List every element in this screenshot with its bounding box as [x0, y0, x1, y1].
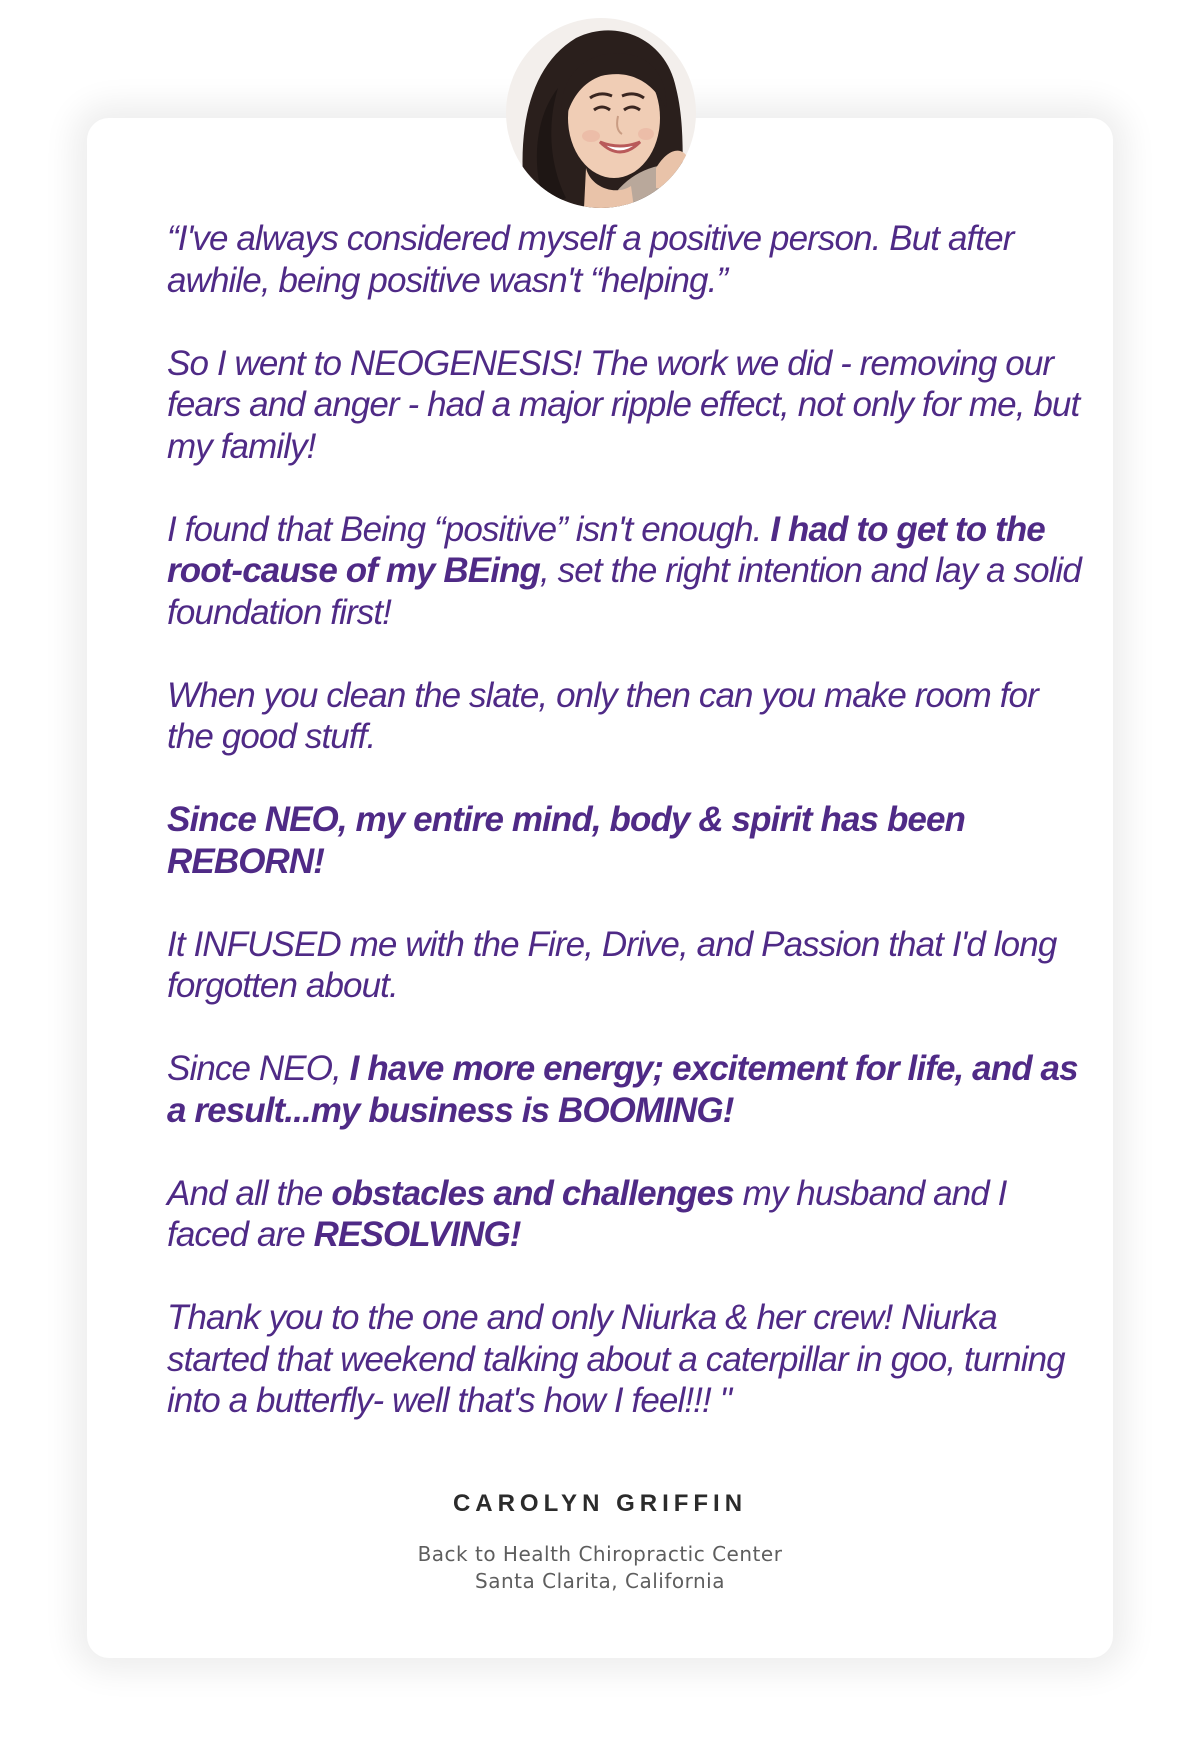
quote-emphasis: RESOLVING! [313, 1215, 521, 1254]
quote-text: And all the [167, 1173, 332, 1213]
quote-emphasis: obstacles and challenges [331, 1173, 734, 1213]
quote-paragraph [167, 509, 1087, 634]
quote-emphasis: I have more energy; excitement for life, and as a result...my business is BOOMING! [167, 1049, 1078, 1130]
testimonial-quote [167, 218, 1087, 1422]
quote-text: my husband and I faced are [167, 1173, 1007, 1254]
quote-paragraph [167, 218, 1087, 301]
author-organization: Back to Health Chiropractic Center [417, 1542, 783, 1566]
quote-text: Since NEO, [167, 1049, 350, 1088]
quote-paragraph [167, 924, 1087, 1007]
author-location: Santa Clarita, California [475, 1569, 725, 1593]
quote-paragraph [167, 799, 1087, 882]
quote-text: Thank you to the one and only Niurka & her crew! Niurka started that weekend talking about a caterpillar in goo, turning into a butterfly- well that's how I feel!!! " [167, 1298, 1065, 1420]
quote-paragraph [167, 675, 1087, 758]
portrait-photo-icon [506, 18, 696, 208]
quote-paragraph [167, 1297, 1087, 1422]
quote-paragraph [167, 1048, 1087, 1131]
quote-paragraph [167, 343, 1087, 468]
author-avatar [506, 18, 696, 208]
quote-text: So I went to NEOGENESIS! The work we did - removing our fears and anger - had a major ripple effect, not only for me, but my family! [167, 343, 1080, 466]
quote-emphasis: Since NEO, my entire mind, body & spirit has been REBORN! [167, 800, 966, 881]
quote-text: When you clean the slate, only then can you make room for the good stuff. [167, 675, 1038, 756]
quote-emphasis: I had to get to the root-cause of my BEing [167, 509, 1045, 590]
quote-text: “I've always considered myself a positive person. But after awhile, being positive wasn't “helping.” [167, 219, 1014, 300]
quote-text: I found that Being “positive” isn't enough. [167, 509, 771, 549]
quote-text: , set the right intention and lay a solid foundation first! [167, 551, 1081, 632]
author-name: CAROLYN GRIFFIN [452, 1490, 748, 1517]
quote-text: It INFUSED me with the Fire, Drive, and Passion that I'd long forgotten about. [167, 924, 1057, 1005]
quote-paragraph [167, 1173, 1087, 1256]
